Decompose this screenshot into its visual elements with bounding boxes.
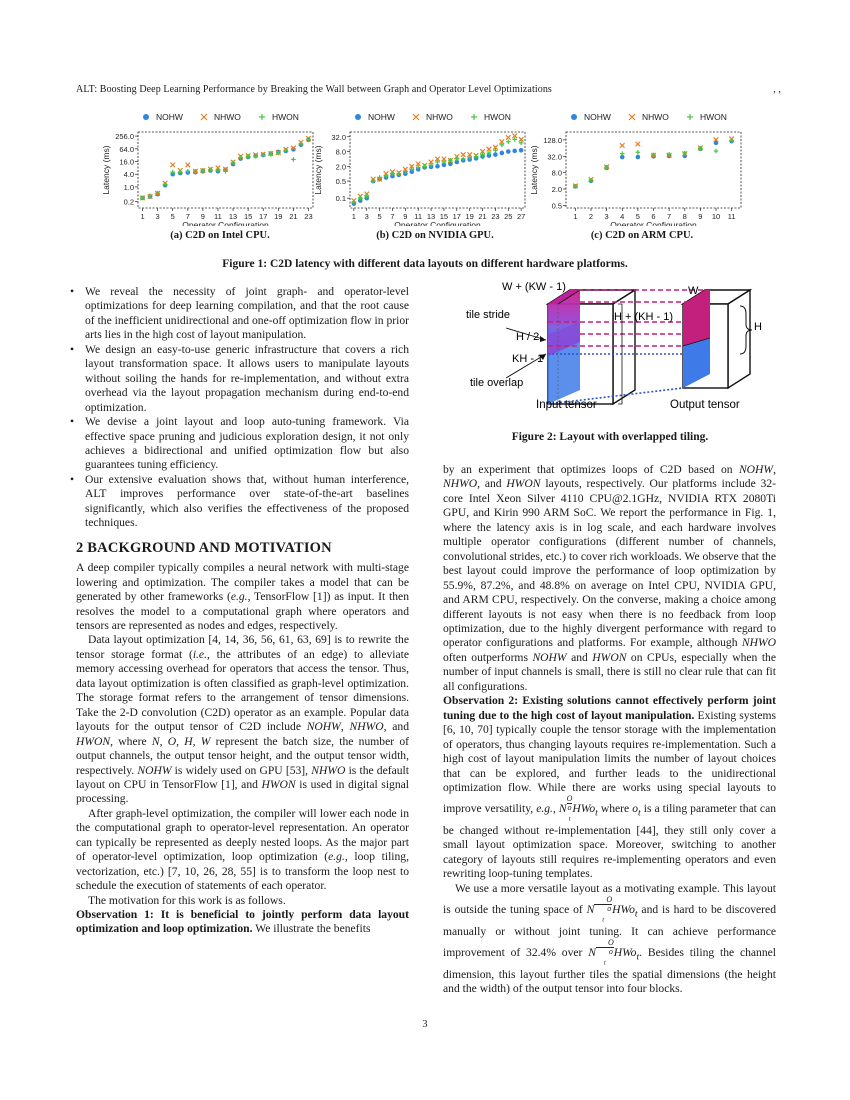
data-point <box>506 149 511 154</box>
plot-frame <box>350 132 525 208</box>
paragraph: We use a more versatile layout as a motivating example. This layout is outside the tuning space of N O o $_t$ HWo$_t$ and is hard to be discovered manually or without joint tuning. It can achieve performance improvement of 32.4% over N O o $_t$ HWo$_t$. Besides tiling the channel dimension, this layout further tiles the spatial dimensions (the height and the width) of the output tensor into four blocks. <box>443 881 776 996</box>
figure2-caption: Figure 2: Layout with overlapped tiling. <box>511 431 709 443</box>
x-tick-label: 10 <box>711 212 721 221</box>
label-tile-overlap: tile overlap <box>470 377 524 389</box>
legend-marker <box>471 114 477 120</box>
running-header <box>76 84 781 95</box>
x-tick-label: 3 <box>604 212 609 221</box>
label-w: W <box>688 285 699 297</box>
x-tick-label: 3 <box>364 212 369 221</box>
y-tick-label: 1.0 <box>123 182 134 192</box>
list-item: • We reveal the necessity of joint graph- and operator-level optimizations for deep learning compilation, and that the root cause of the inefficient unidirectional and one-off optimization flow in prior arts lies in the high cost of layout manipulation. <box>76 285 409 343</box>
y-tick-label: 2.0 <box>551 185 562 194</box>
data-point <box>291 157 296 162</box>
x-tick-label: 17 <box>259 212 268 221</box>
subcaption-b: (b) C2D on NVIDIA GPU. <box>376 230 494 241</box>
label-h2: H / 2 <box>516 331 540 343</box>
data-point <box>493 152 498 157</box>
x-axis-label: Operator Configuration <box>182 220 269 226</box>
data-point <box>506 139 511 144</box>
x-axis-label: Operator Configuration <box>394 220 481 226</box>
y-tick-label: 0.2 <box>123 197 134 207</box>
chart-legend <box>571 112 727 122</box>
x-tick-label: 9 <box>403 212 408 221</box>
legend-marker <box>201 114 207 120</box>
data-point <box>519 148 524 153</box>
y-tick-label: 0.5 <box>335 177 346 187</box>
figure1-caption: Figure 1: C2D latency with different data layouts on different hardware platforms. <box>222 258 628 270</box>
contribution-list <box>76 285 409 531</box>
label-output-tensor: Output tensor <box>670 399 740 411</box>
data-point <box>435 164 440 169</box>
x-tick-label: 1 <box>351 212 356 221</box>
x-tick-label: 11 <box>414 212 423 221</box>
y-tick-label: 4.0 <box>123 170 134 180</box>
chart-nvidia-gpu <box>312 108 532 231</box>
y-tick-label: 256.0 <box>115 132 134 142</box>
running-header-title: ALT: Boosting Deep Learning Performance by Breaking the Wall between Graph and Operator Level Optimizations <box>76 84 552 95</box>
data-point <box>714 149 719 154</box>
list-item: • Our extensive evaluation shows that, without human interference, ALT improves performance over state-of-the-art baselines significantly, which also verifies the effectiveness of the proposed techniques. <box>76 473 409 531</box>
left-column <box>76 285 409 937</box>
data-point <box>506 135 511 140</box>
y-tick-label: 0.1 <box>335 194 346 204</box>
data-point <box>620 143 625 148</box>
legend-marker <box>143 114 149 120</box>
series-nhwo <box>573 137 734 189</box>
legend-label: NOHW <box>368 112 395 122</box>
paragraph: Observation 1: It is beneficial to jointly perform data layout optimization and loop optimization. We illustrate the benefits <box>76 908 409 936</box>
data-point <box>185 163 190 168</box>
y-tick-label: 8.0 <box>335 147 346 157</box>
x-tick-label: 25 <box>504 212 513 221</box>
chart-intel-cpu <box>100 108 320 231</box>
chart-legend <box>143 112 299 122</box>
legend-label: NHWO <box>426 112 453 122</box>
label-tile-stride: tile stride <box>466 309 511 321</box>
x-tick-label: 7 <box>185 212 190 221</box>
y-axis-label: Latency (ms) <box>529 145 539 195</box>
legend-label: NHWO <box>642 112 669 122</box>
series-hwon <box>352 137 524 204</box>
x-tick-label: 11 <box>727 212 736 221</box>
data-point <box>170 163 175 168</box>
legend-marker <box>413 114 419 120</box>
legend-label: NOHW <box>584 112 611 122</box>
legend-label: NOHW <box>156 112 183 122</box>
label-h: H <box>754 321 762 333</box>
data-point <box>461 152 466 157</box>
right-column <box>443 463 776 997</box>
observation-2-title: Observation 2: Existing solutions cannot effectively perform joint tuning due to the high cost of layout manipulation. <box>443 694 776 722</box>
x-tick-label: 19 <box>274 212 283 221</box>
data-point <box>636 142 641 147</box>
series-hwon <box>573 138 734 188</box>
figure2 <box>450 282 790 427</box>
x-tick-label: 19 <box>465 212 474 221</box>
legend-label: HWON <box>484 112 511 122</box>
data-point <box>636 155 641 160</box>
legend-marker <box>571 114 577 120</box>
x-tick-label: 3 <box>155 212 160 221</box>
x-tick-label: 9 <box>698 212 703 221</box>
x-tick-label: 5 <box>635 212 640 221</box>
legend-label: HWON <box>272 112 299 122</box>
x-tick-label: 7 <box>667 212 672 221</box>
label-input-tensor: Input tensor <box>536 399 597 411</box>
x-tick-label: 21 <box>478 212 487 221</box>
chart-legend <box>355 112 511 122</box>
x-tick-label: 2 <box>588 212 594 221</box>
list-item: • We design an easy-to-use generic infrastructure that covers a rich layout transformation space. It allows users to manipulate layouts without soiling the hands for re-implementation, and without extra overhead via the layout propagation mechanism during end-to-end optimization. <box>76 343 409 415</box>
x-tick-label: 13 <box>228 212 238 221</box>
x-tick-label: 23 <box>304 212 313 221</box>
y-tick-label: 32.0 <box>547 152 562 162</box>
paragraph: Observation 2: Existing solutions cannot effectively perform joint tuning due to the high cost of layout manipulation. Existing systems [6, 10, 70] typically couple the tensor storage with the implementation of operators, thus changing layouts requires re-implementation. Such a high cost of layout manipulation limits the number of layout choices that can be explored, and further leads to the unidirectional optimization flow. While there are works using special layouts to improve versatility, e.g., N O o $_t$ HWo$_t$ where $o_t$ is a tiling parameter that can be changed without re-implementation [44], they still only cover a small layout optimization space. Moreover, switching to another category of layouts still requires re-implementing operators and even rewriting loop-tuning templates. <box>443 694 777 881</box>
legend-marker <box>687 114 693 120</box>
x-tick-label: 15 <box>439 212 449 221</box>
x-tick-label: 21 <box>289 212 298 221</box>
y-tick-label: 8.0 <box>551 168 562 178</box>
section-title: 2 BACKGROUND AND MOTIVATION <box>76 539 332 556</box>
data-point <box>512 149 517 154</box>
legend-label: HWON <box>700 112 727 122</box>
series-nohw <box>573 139 734 189</box>
x-tick-label: 23 <box>491 212 500 221</box>
paragraph: After graph-level optimization, the compiler will lower each node in the computational graph to operator-level representation. An operator can typically be represented as deeply nested loops. As the major part of operator-level optimization, loop optimization (e.g., loop tiling, vectorization, etc.) [7, 10, 26, 28, 55] is to transform the loop nest to schedule the execution of statements of each operator. <box>76 806 410 893</box>
x-tick-label: 1 <box>140 212 145 221</box>
x-tick-label: 5 <box>377 212 382 221</box>
paragraph: A deep compiler typically compiles a neural network with multi-stage lowering and optimization. The compiler takes a model that can be generated by other frameworks (e.g., TensorFlow [1]) as input. It then resolves the model to a computational graph where operators and tensors are represented as nodes and edges, respectively. <box>76 561 409 632</box>
y-tick-label: 0.5 <box>551 201 562 211</box>
observation-1-title: Observation 1: It is beneficial to jointly perform data layout optimization and loop optimization. <box>76 908 409 936</box>
y-axis-label: Latency (ms) <box>101 145 111 195</box>
x-tick-label: 7 <box>390 212 395 221</box>
data-point <box>500 151 505 156</box>
label-w-kw: W + (KW - 1) <box>502 282 566 293</box>
data-point <box>636 150 641 155</box>
legend-label: NHWO <box>214 112 241 122</box>
page-number: 3 <box>422 1019 428 1030</box>
y-tick-label: 128.0 <box>543 135 562 145</box>
label-kh1: KH - 1 <box>512 353 544 365</box>
x-tick-label: 27 <box>516 212 526 221</box>
x-tick-label: 11 <box>214 212 222 221</box>
data-point <box>620 151 625 156</box>
subcaption-c: (c) C2D on ARM CPU. <box>590 230 694 241</box>
chart-arm-cpu <box>528 108 748 231</box>
x-tick-label: 5 <box>170 212 175 221</box>
x-tick-label: 17 <box>452 212 461 221</box>
x-tick-label: 8 <box>682 212 687 221</box>
x-tick-label: 6 <box>651 212 656 221</box>
x-tick-label: 4 <box>620 212 625 221</box>
label-h-kh: H + (KH - 1) <box>614 311 673 323</box>
list-item: • We devise a joint layout and loop auto-tuning framework. Via effective space pruning and judicious exploration design, it not only achieves a bidirectional and unified optimization flow but also guarantees tuning efficiency. <box>76 415 409 473</box>
x-tick-label: 1 <box>573 212 578 221</box>
x-tick-label: 9 <box>200 212 205 221</box>
output-tensor-shape <box>683 290 750 388</box>
y-tick-label: 2.0 <box>335 162 346 172</box>
y-tick-label: 16.0 <box>119 157 134 167</box>
y-tick-label: 64.0 <box>119 144 134 154</box>
x-tick-label: 15 <box>243 212 253 221</box>
subcaption-a: (a) C2D on Intel CPU. <box>170 230 270 241</box>
x-axis-label: Operator Configuration <box>610 220 697 226</box>
legend-marker <box>259 114 265 120</box>
x-tick-label: 13 <box>426 212 436 221</box>
running-header-dots: , , <box>773 84 781 95</box>
paragraph: by an experiment that optimizes loops of C2D based on NOHW, NHWO, and HWON layouts, respectively. Our platforms include 32-core Intel Xeon Silver 4110 CPU@2.1GHz, NVIDIA RTX 2080Ti GPU, and Kirin 990 ARM SoC. We report the performance in Fig. 1, where the latency axis is in log scale, and each hardware involves multiple operator configurations (different number of channels, convolutional strides, etc.) to cover rich workloads. We observe that the best layout could improve the performance of loop optimization by 55.9%, 87.2%, and 48.8% on average on Intel CPU, NVIDIA GPU, and ARM CPU, respectively. On the converse, making a choice among different layouts is not easy when there is no feedback from loop optimization, due to the highly divergent performance with regard to operator configurations and platforms. For example, although NHWO often outperforms NOHW and HWON on CPUs, especially when the number of input channels is small, there is still no clear rule that can fit all configurations. <box>443 463 776 693</box>
paragraph: Data layout optimization [4, 14, 36, 56, 61, 63, 69] is to rewrite the tensor storage format (i.e., the attributes of an edge) to alleviate memory accessing overhead for operators that access the tensor. Thus, data layout optimization is often classified as graph-level optimization. The storage format refers to the arrangement of tensor dimensions. Take the 2-D convolution (C2D) operator as an example. Popular data layouts for the output tensor of C2D include NOHW, NHWO, and HWON, where N, O, H, W represent the batch size, the number of output channels, the output tensor height, and the output tensor width, respectively. NOHW is widely used on GPU [53], NHWO is the default layout on CPU in TensorFlow [1], and HWON is used in digital signal processing. <box>76 633 410 806</box>
y-tick-label: 32.0 <box>331 132 346 142</box>
legend-marker <box>629 114 635 120</box>
legend-marker <box>355 114 361 120</box>
paragraph: The motivation for this work is as follows. <box>88 893 286 907</box>
y-axis-label: Latency (ms) <box>313 145 323 195</box>
